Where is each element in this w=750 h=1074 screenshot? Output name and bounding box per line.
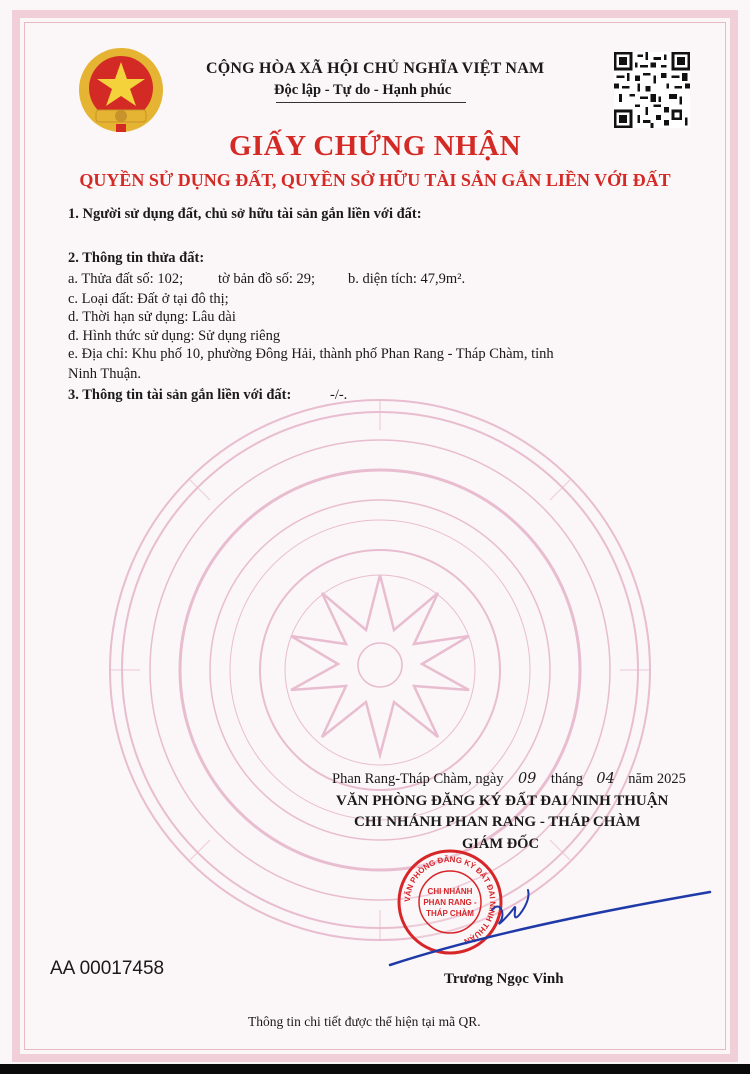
usage-term: d. Thời hạn sử dụng: Lâu dài [68,309,236,325]
map-sheet-number: tờ bản đồ số: 29; [218,271,316,287]
certificate-serial-number: AA 00017458 [50,958,165,979]
issuing-branch: CHI NHÁNH PHAN RANG - THÁP CHÀM [354,814,641,830]
month-label: tháng [550,771,584,787]
qr-footnote: Thông tin chi tiết được thể hiện tại mã QR. [248,1014,481,1029]
address-line-2: Ninh Thuận. [68,366,142,382]
section-2-heading: 2. Thông tin thửa đất: [68,250,205,266]
national-motto: Độc lập - Tự do - Hạnh phúc [274,82,452,98]
issuing-office: VĂN PHÒNG ĐĂNG KÝ ĐẤT ĐAI NINH THUẬN [336,793,669,809]
signing-month: 04 [596,771,615,787]
land-type: c. Loại đất: Đất ở tại đô thị; [68,291,229,307]
signer-name: Trương Ngọc Vinh [444,971,564,987]
usage-form: đ. Hình thức sử dụng: Sử dụng riêng [68,328,281,344]
parcel-number: a. Thửa đất số: 102; [68,271,184,287]
signer-role: GIÁM ĐỐC [462,836,539,852]
certificate-subtitle: QUYỀN SỬ DỤNG ĐẤT, QUYỀN SỞ HỮU TÀI SẢN GẮN LIỀN VỚI ĐẤT [79,170,671,190]
handwritten-signature [380,870,720,980]
section-3-value: -/-. [330,387,348,403]
bottom-edge [0,1064,750,1074]
address-line-1: e. Địa chỉ: Khu phố 10, phường Đông Hải, thành phố Phan Rang - Tháp Chàm, tỉnh [68,346,554,362]
bronze-drum-watermark [100,390,660,950]
land-area: b. diện tích: 47,9m². [348,271,466,287]
qr-code [614,52,690,128]
signing-year: năm 2025 [628,771,686,787]
nation-name: CỘNG HÒA XÃ HỘI CHỦ NGHĨA VIỆT NAM [206,60,545,77]
signing-day: 09 [517,771,537,787]
signing-place: Phan Rang-Tháp Chàm, ngày [332,771,504,787]
signing-date-line [332,771,686,788]
seal-line-2: PHAN RANG - [423,898,477,907]
motto-underline [276,102,466,103]
section-1-heading: 1. Người sử dụng đất, chủ sở hữu tài sản gắn liền với đất: [68,206,422,222]
seal-ring-text: VĂN PHÒNG ĐĂNG KÝ ĐẤT ĐAI NINH THUẬN [402,854,498,947]
certificate-title: GIẤY CHỨNG NHẬN [228,130,522,162]
seal-line-1: CHI NHÁNH [427,887,473,896]
seal-line-3: THÁP CHÀM [426,909,474,918]
national-emblem-icon [76,44,166,136]
section-3-heading: 3. Thông tin tài sản gắn liền với đất: [68,387,292,403]
